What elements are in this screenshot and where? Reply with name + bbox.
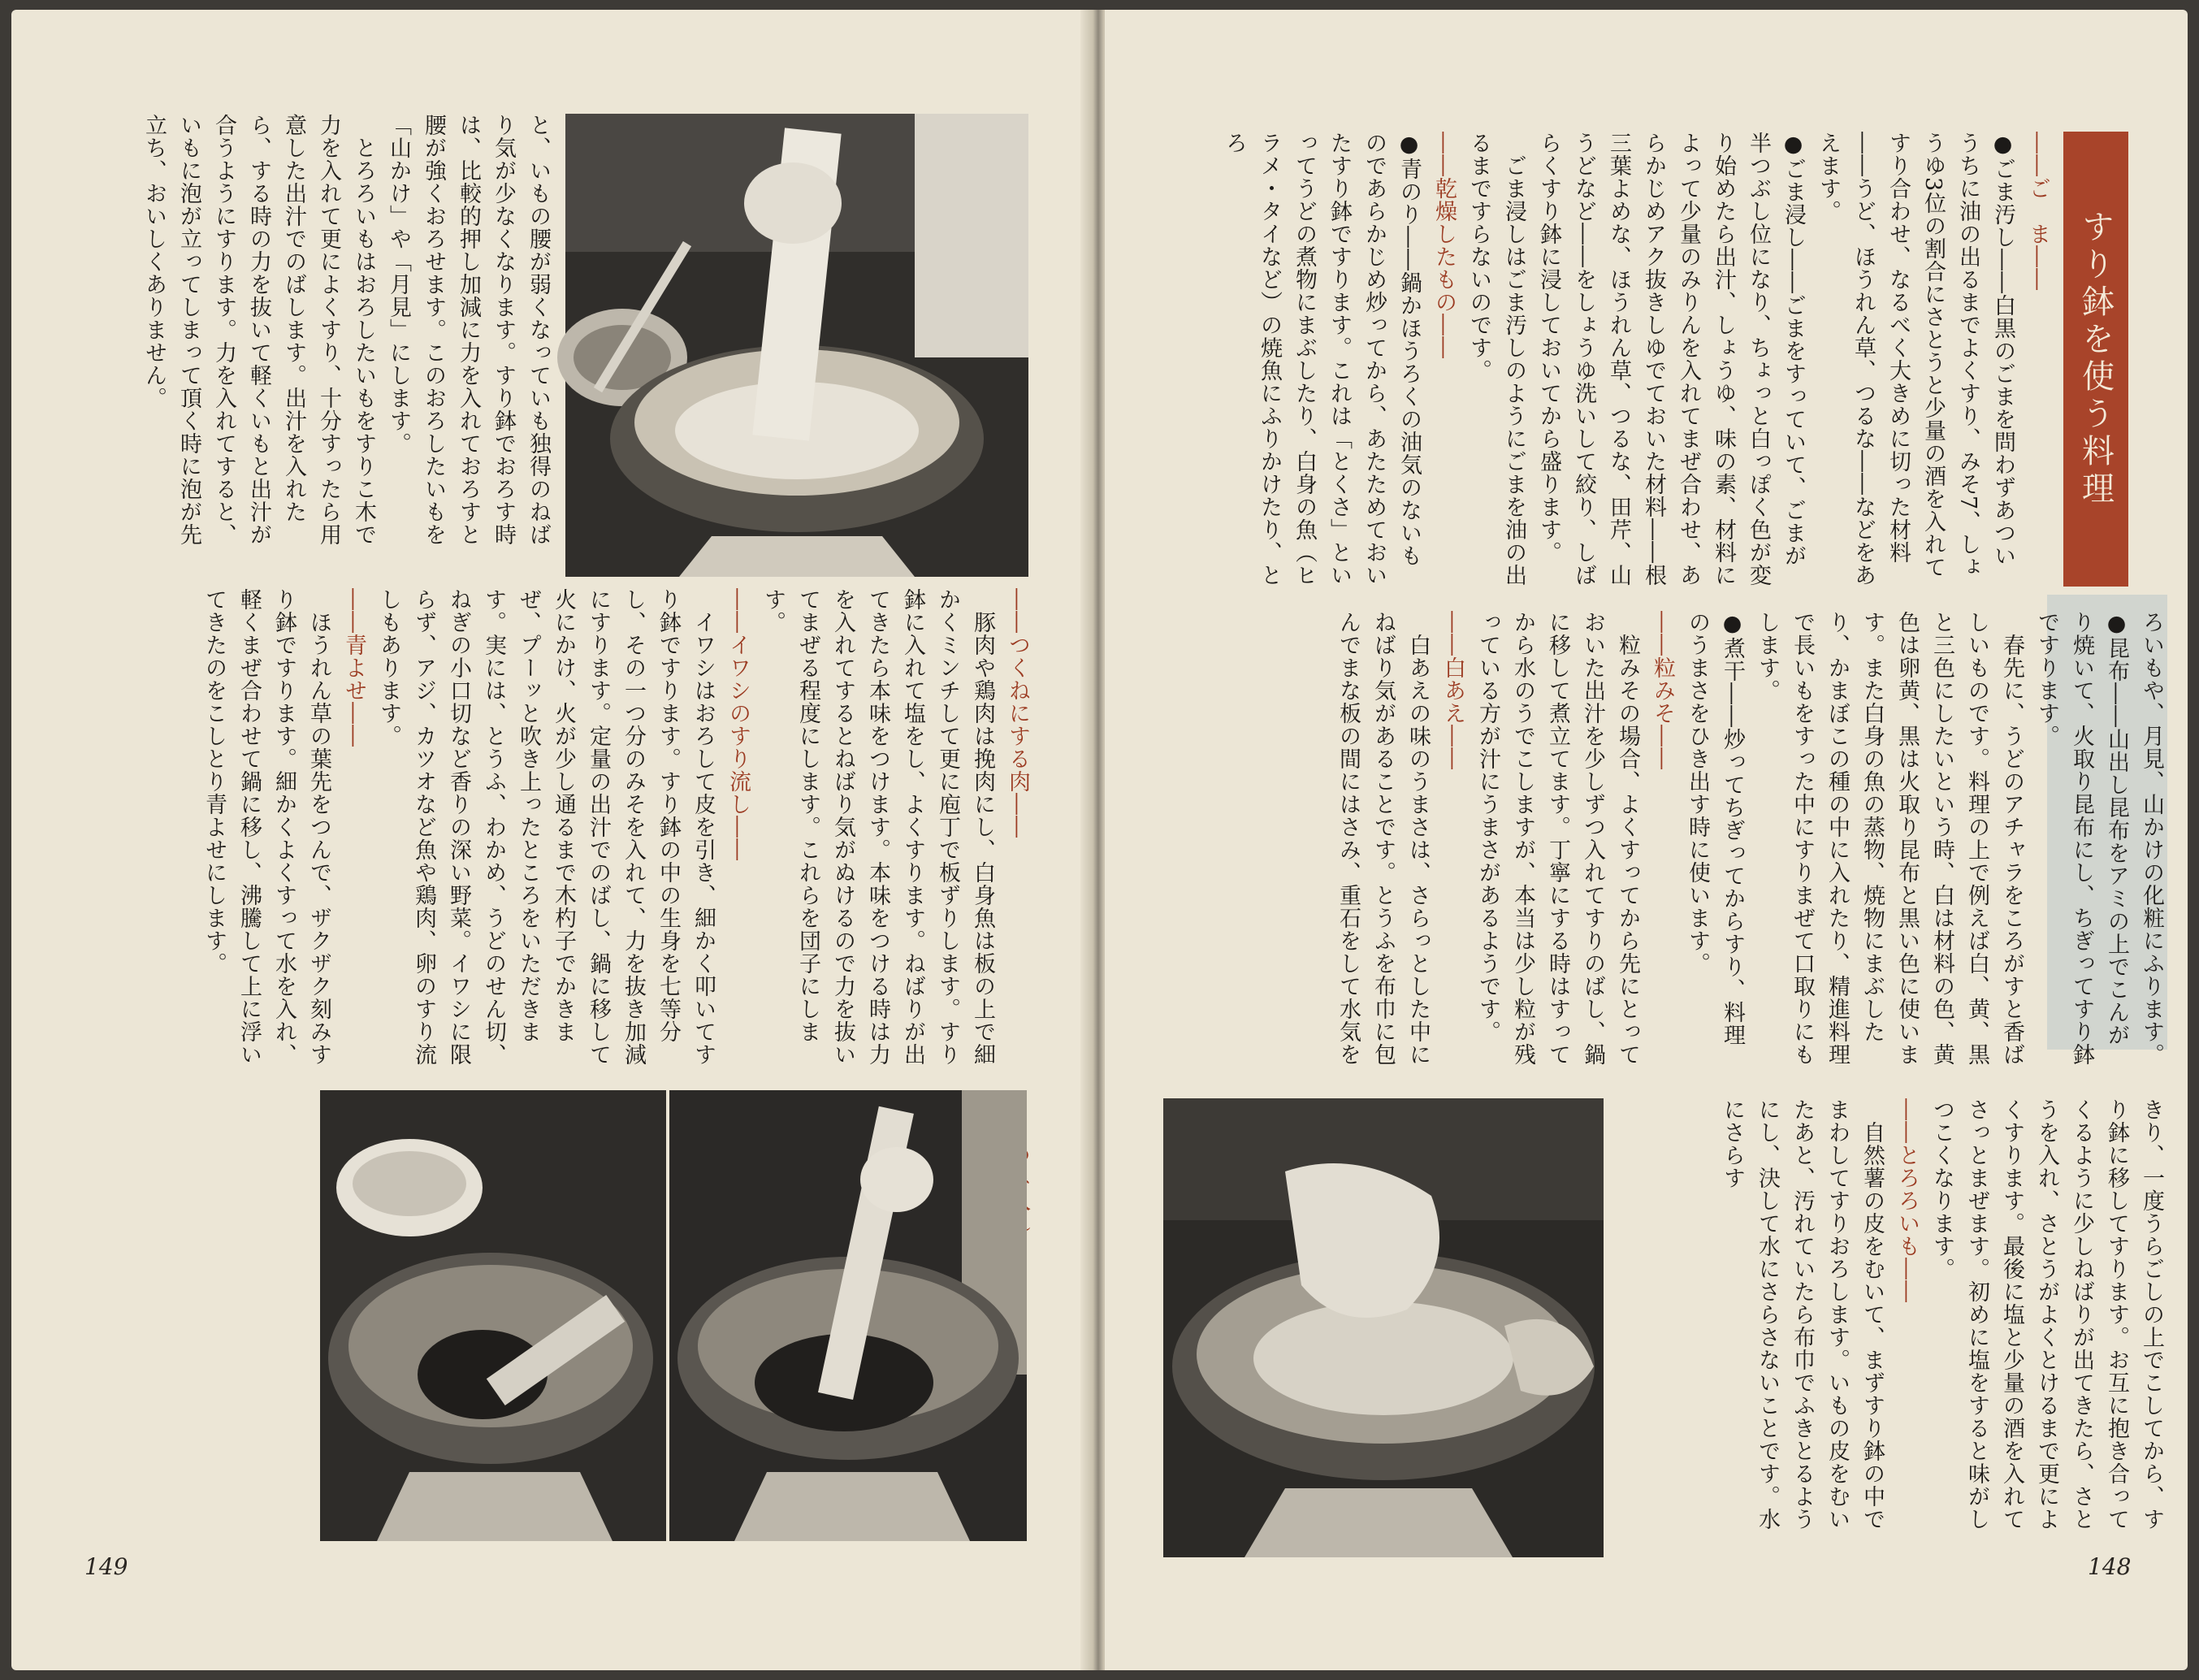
paragraph: ●ごま汚し――白黒のごまを問わずあついうちに油の出るまでよくすり、みそ7、しょうゆ3位の割合にさとうと少量の酒を入れてすり合わせ、なるべく大きめに切った材料――うど、ほうれん草、つるな――などをあえます。 (1816, 132, 2015, 587)
paragraph: ほうれん草の葉先をつんで、ザクザク刻みすり鉢ですります。細かくよくすって水を入れ、軽くまぜ合わせて鍋に移し、沸騰して上に浮いてきたのをこしとり青よせにします。 (201, 588, 331, 1066)
sardine-mortar-photo-right (669, 1090, 1027, 1541)
paragraph: ごま浸しはごま汚しのようにごまを油の出るまですらないのです。 (1466, 132, 1526, 587)
right-top-text (1162, 132, 2055, 587)
paragraph: イワシはおろして皮を引き、細かく叩いてすり鉢ですります。すり鉢の中の生身を七等分し、その一つ分のみそを入れて、力を抜き加減にすります。定量の出汁でのばし、鍋に移して火にかけ、火が少し通るまで木杓子でかきまぜ、プーッと吹き上ったところをいただきます。実には、とうふ、わかめ、うどのせん切、ねぎの小口切など香りの深い野菜。イワシに限らず、アジ、カツオなど魚や鶏肉、卵のすり流しもあります。 (376, 588, 716, 1066)
right-bottom-text (1625, 1098, 2169, 1537)
paragraph: と、いもの腰が弱くなっていも独得のねばり気が少なくなります。すり鉢でおろす時は、比較的押し加減に力を入れておろすと腰が強くおろせます。このおろしたいもを「山かけ」や「月見」にします。 (386, 114, 551, 546)
right-page (1105, 10, 2188, 1670)
paragraph: とろろいもはおろしたいもをすりこ木で力を入れて更によくすり、十分すったら用意した出汁でのばします。出汁を入れたら、する時の力を抜いて軽くいもと出汁が合うようにすります。力を入れてすると、いもに泡が立ってしまって頂く時に泡が先立ち、おいしくありません。 (141, 114, 376, 546)
mortar-grating-photo (565, 114, 1028, 577)
paragraph: ●ごま浸し――ごまをすっていて、ごまが半つぶし位になり、ちょっと白っぽく色が変り始めたら出汁、しょうゆ、味の素、材料によって少量のみりんを入れてまぜ合わせ、あらかじめアク抜きしゆでておいた材料――根三葉よめな、ほうれん草、つるな、田芹、山うどなど――をしょうゆ洗いして絞り、しばらくすり鉢に浸しておいてから盛ります。 (1536, 132, 1806, 587)
section-heading: ――白あえ―― (1440, 611, 1465, 770)
right-middle-text (1162, 611, 2169, 1066)
left-middle-text (68, 588, 1035, 1076)
left-top-text (84, 114, 556, 552)
paragraph: きり、一度うらごしの上でこしてから、すり鉢に移してすります。お互に抱き合ってくるように少しねばりが出てきたら、さとうを入れ、さとうがよくとけるまで更によくすります。最後に塩と少量の酒を入れてさっとまぜます。初めに塩をすると味がしつこくなります。 (1929, 1098, 2164, 1531)
section-heading: ――乾燥したもの―― (1431, 132, 1457, 359)
paragraph: 粒みその場合、よくすってから先にとっておいた出汁を少しずつ入れてすりのばし、鍋に移して煮立てます。丁寧にする時はすってから水のうでこしますが、本当は少し粒が残っている方が汁にうまさがあるようです。 (1475, 611, 1640, 1066)
paragraph: ろいもや、月見、山かけの化粧にふります。 (2139, 611, 2164, 1066)
left-page-number: 149 (84, 1553, 128, 1580)
section-heading: ――イワシのすり流し―― (725, 588, 751, 861)
left-page (11, 10, 1092, 1670)
section-title: すり鉢を使う料理 (2063, 132, 2128, 587)
paragraph: 白あえの味のうまさは、さらっとした中にねばり気があることです。とうふを布巾に包んでまな板の間にはさみ、重石をして水気を (1335, 611, 1431, 1066)
section-heading: ――ご ま―― (2025, 132, 2050, 291)
paragraph: ●昆布――山出し昆布をアミの上でこんがり焼いて、火取り昆布にし、ちぎってすり鉢ですります。 (2034, 611, 2129, 1066)
paragraph: ●煮干――炒ってちぎってからすり、料理のうまさをひき出す時に使います。 (1685, 611, 1745, 1046)
section-heading: ――つくねにする肉―― (1005, 588, 1030, 838)
section-heading: ――粒みそ―― (1650, 611, 1675, 770)
paragraph: ●青のり――鍋かほうろくの油気のないものであらかじめ炒ってから、あたためておいたすり鉢ですります。これは「とくさ」といってうどの煮物にまぶしたり、白身の魚（ヒラメ・タイなど）の焼魚にふりかけたり、とろ (1222, 132, 1422, 587)
sardine-mortar-photo-left (320, 1090, 666, 1541)
section-heading: ――青よせ―― (341, 588, 366, 747)
section-heading: ――とろろいも―― (1894, 1098, 1920, 1303)
paragraph: 自然薯の皮をむいて、まずすり鉢の中でまわしてすりおろします。いもの皮をむいたあと、汚れていたら布巾でふきとるようにし、決して水にさらさないことです。水にさらす (1720, 1098, 1885, 1531)
paragraph: 豚肉や鶏肉は挽肉にし、白身魚は板の上で細かくミンチして更に庖丁で板ずりします。すり鉢に入れて塩をし、よくすります。ねばりが出てきたら本味をつけます。本味をつける時は力を入れてするとねばり気がぬけるので力を抜いてまぜる程度にします。これらを団子にします。 (760, 588, 995, 1066)
paragraph: 春先に、うどのアチャラをころがすと香ばしいものです。料理の上で例えば白、黄、黒と三色にしたいという時、白は材料の色、黄色は卵黄、黒は火取り昆布と黒い色に使います。また白身の魚の蒸物、焼物にまぶしたり、かまぼこの種の中に入れたり、精進料理で長いもをすった中にすりまぜて口取りにもします。 (1755, 611, 2024, 1066)
grating-potato-photo (1163, 1098, 1604, 1557)
right-page-number: 148 (2088, 1553, 2132, 1580)
